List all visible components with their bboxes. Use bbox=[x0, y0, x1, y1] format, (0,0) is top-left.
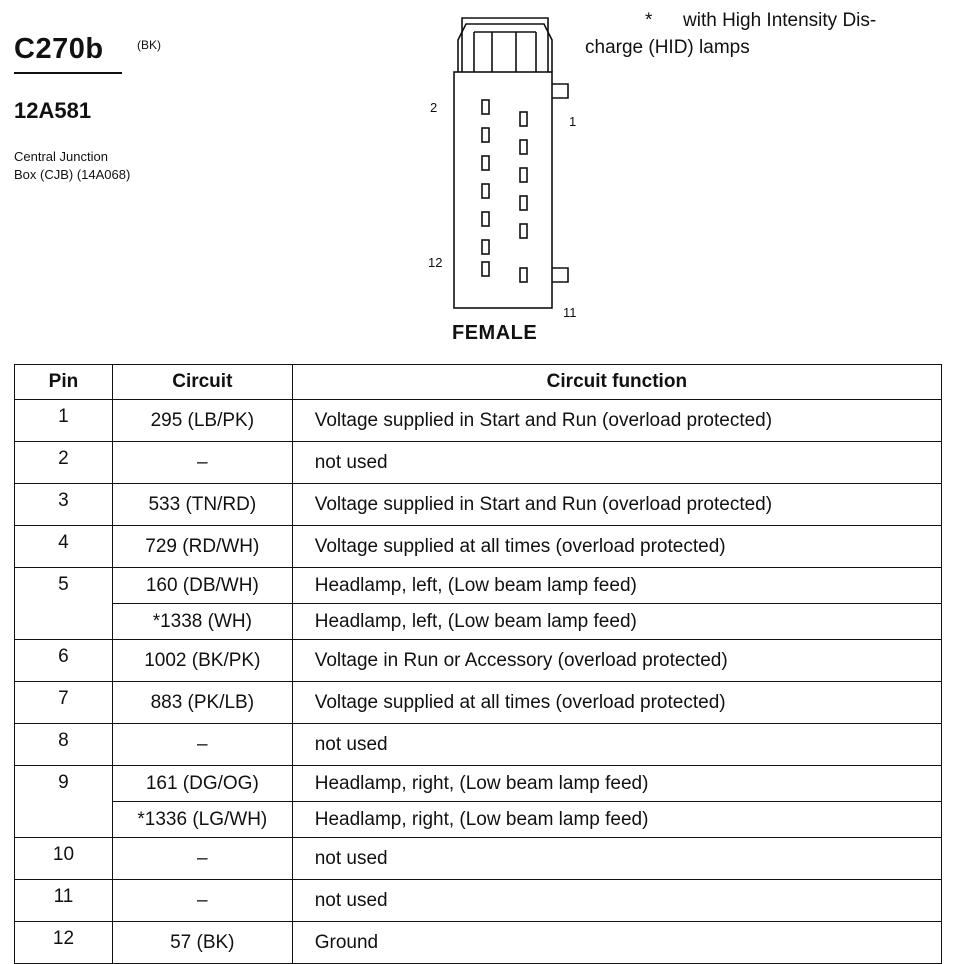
table-row bbox=[15, 838, 942, 880]
table-row bbox=[15, 724, 942, 766]
circuit-function-cell: Ground bbox=[292, 922, 941, 964]
circuit-function-cell: not used bbox=[292, 724, 941, 766]
table-row bbox=[15, 682, 942, 724]
pin-number: 5 bbox=[15, 568, 113, 640]
connector-color: (BK) bbox=[137, 38, 161, 52]
table-row bbox=[15, 880, 942, 922]
connector-face-diagram bbox=[420, 10, 590, 320]
table-body bbox=[15, 400, 942, 964]
location-line-2: Box (CJB) (14A068) bbox=[14, 167, 131, 182]
circuit-cell: 1002 (BK/PK) bbox=[112, 640, 292, 682]
pin-number: 4 bbox=[15, 526, 113, 568]
circuit-cell: 883 (PK/LB) bbox=[112, 682, 292, 724]
table-row bbox=[15, 484, 942, 526]
pin-number: 1 bbox=[15, 400, 113, 442]
pin-number: 9 bbox=[15, 766, 113, 838]
circuit-function-cell: not used bbox=[292, 838, 941, 880]
circuit-cell: 533 (TN/RD) bbox=[112, 484, 292, 526]
circuit-function-cell: Voltage supplied at all times (overload protected) bbox=[292, 526, 941, 568]
table-header-row bbox=[15, 365, 942, 400]
circuit-function-cell: Voltage supplied in Start and Run (overload protected) bbox=[292, 484, 941, 526]
pin-number: 8 bbox=[15, 724, 113, 766]
circuit-cell: 161 (DG/OG) bbox=[112, 766, 292, 802]
title-underline bbox=[14, 72, 122, 74]
part-number: 12A581 bbox=[14, 98, 92, 123]
pin-label-12: 12 bbox=[428, 255, 443, 270]
pin-label-1: 1 bbox=[569, 114, 577, 129]
pin-number: 11 bbox=[15, 880, 113, 922]
pinout-table bbox=[14, 364, 942, 964]
table-row bbox=[15, 400, 942, 442]
circuit-cell: – bbox=[112, 724, 292, 766]
circuit-cell: *1338 (WH) bbox=[112, 604, 292, 640]
note-line-1: with High Intensity Dis- bbox=[683, 10, 877, 31]
circuit-function-cell: Voltage supplied at all times (overload protected) bbox=[292, 682, 941, 724]
header-pin: Pin bbox=[15, 365, 113, 400]
connector-gender: FEMALE bbox=[452, 322, 538, 344]
circuit-cell: 729 (RD/WH) bbox=[112, 526, 292, 568]
header-circuit: Circuit bbox=[112, 365, 292, 400]
note-line-2: charge (HID) lamps bbox=[585, 37, 750, 58]
circuit-cell: 295 (LB/PK) bbox=[112, 400, 292, 442]
pin-number: 3 bbox=[15, 484, 113, 526]
circuit-cell: – bbox=[112, 442, 292, 484]
circuit-function-cell: Headlamp, left, (Low beam lamp feed) bbox=[292, 568, 941, 604]
circuit-function-cell: Headlamp, right, (Low beam lamp feed) bbox=[292, 802, 941, 838]
table-row bbox=[15, 442, 942, 484]
circuit-function-cell: Headlamp, right, (Low beam lamp feed) bbox=[292, 766, 941, 802]
circuit-function-cell: Voltage supplied in Start and Run (overload protected) bbox=[292, 400, 941, 442]
table-row bbox=[15, 922, 942, 964]
pin-cavities bbox=[482, 100, 527, 282]
table-row bbox=[15, 568, 942, 604]
pin-label-2: 2 bbox=[430, 100, 438, 115]
pin-label-11: 11 bbox=[563, 305, 577, 320]
table-row bbox=[15, 604, 942, 640]
circuit-cell: 160 (DB/WH) bbox=[112, 568, 292, 604]
pin-number: 10 bbox=[15, 838, 113, 880]
pin-number: 12 bbox=[15, 922, 113, 964]
circuit-cell: 57 (BK) bbox=[112, 922, 292, 964]
circuit-cell: *1336 (LG/WH) bbox=[112, 802, 292, 838]
table-row bbox=[15, 526, 942, 568]
circuit-function-cell: not used bbox=[292, 880, 941, 922]
circuit-cell: – bbox=[112, 880, 292, 922]
table-row bbox=[15, 766, 942, 802]
circuit-function-cell: Voltage in Run or Accessory (overload protected) bbox=[292, 640, 941, 682]
table-row bbox=[15, 640, 942, 682]
pin-number: 2 bbox=[15, 442, 113, 484]
circuit-function-cell: Headlamp, left, (Low beam lamp feed) bbox=[292, 604, 941, 640]
location-line-1: Central Junction bbox=[14, 149, 108, 164]
header-circuit-function: Circuit function bbox=[292, 365, 941, 400]
note-symbol: * bbox=[645, 10, 653, 31]
circuit-function-cell: not used bbox=[292, 442, 941, 484]
connector-id: C270b bbox=[14, 33, 104, 65]
pin-number: 7 bbox=[15, 682, 113, 724]
pin-number: 6 bbox=[15, 640, 113, 682]
circuit-cell: – bbox=[112, 838, 292, 880]
table-row bbox=[15, 802, 942, 838]
